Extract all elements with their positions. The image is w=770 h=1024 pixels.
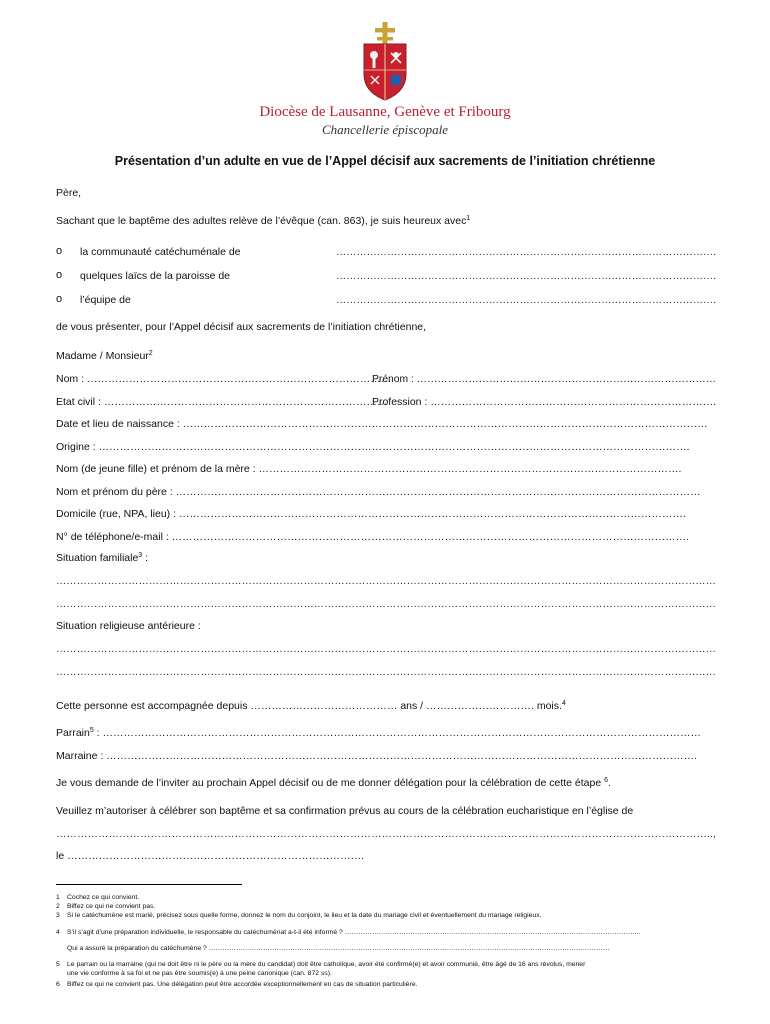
option-checkbox-equipe[interactable]: o bbox=[56, 293, 63, 305]
accompagnee-footnote-ref: 4 bbox=[561, 700, 566, 707]
situation-familiale-footnote-ref: 3 bbox=[138, 552, 143, 559]
footnote-divider bbox=[56, 884, 242, 885]
accompagnee-mois-label: mois. bbox=[536, 700, 562, 712]
madame-footnote-ref: 2 bbox=[148, 350, 153, 357]
footnote-2 bbox=[56, 902, 155, 911]
footnote-4-continued: Qui a assuré la préparation du catéchumène ? …………………………………………………………………………………………………………………………………………………………… bbox=[67, 945, 610, 952]
footnote-1 bbox=[56, 893, 139, 902]
option-label-communaute: la communauté catéchuménale de bbox=[80, 246, 241, 258]
chancellerie-subtitle: Chancellerie épiscopale bbox=[322, 122, 448, 137]
field-etat-civil[interactable]: Etat civil : ……………………………………………………………………… bbox=[56, 396, 388, 408]
parrain-footnote-ref: 5 bbox=[89, 727, 94, 734]
document-title: Présentation d’un adulte en vue de l’Appel décisif aux sacrements de l’initiation chrétienne bbox=[114, 154, 656, 168]
option-label-laics: quelques laïcs de la paroisse de bbox=[80, 270, 231, 282]
intro-line bbox=[56, 215, 470, 228]
situation-religieuse-label: Situation religieuse antérieure : bbox=[56, 620, 201, 632]
parrain-dots[interactable]: : ……………………………………………………………………………………………………………………………………………………… bbox=[93, 727, 702, 739]
situation-religieuse-field-1[interactable]: ………………………………………………………………………………………………………………………………………………………………………… bbox=[56, 643, 716, 655]
accompagnee-years-field[interactable]: …………………………………… bbox=[250, 700, 398, 712]
footnote-number: 6 bbox=[56, 981, 60, 988]
footnote-text: S’il s’agit d’une préparation individuelle, le responsable du catéchuménat a-t-il été informé ? ………………………………………………………………………………………………………………….. bbox=[67, 929, 641, 936]
footnote-3 bbox=[56, 911, 542, 920]
intro-text: Sachant que le baptême des adultes relève de l’évêque (can. 863), je suis heureux avec bbox=[56, 215, 467, 227]
situation-familiale-text: Situation familiale bbox=[56, 552, 139, 564]
situation-religieuse-field-2[interactable]: ………………………………………………………………………………………………………………………………………………………………………… bbox=[56, 666, 716, 678]
option-field-equipe[interactable]: …………………………………………………………………………………………………. bbox=[336, 294, 717, 306]
veuillez-line: Veuillez m’autoriser à célébrer son baptême et sa confirmation prévus au cours de la célébration eucharistique en l’église de bbox=[56, 805, 634, 817]
accompagnee-line bbox=[56, 700, 566, 713]
field-date-lieu-naissance[interactable]: Date et lieu de naissance : …………………………………………………………………………………………………………………………………… bbox=[56, 418, 708, 430]
situation-familiale-label bbox=[56, 552, 148, 565]
demande-end: . bbox=[608, 777, 611, 789]
footnote-number: 3 bbox=[56, 912, 60, 919]
option-field-laics[interactable]: …………………………………………………………………………………………………. bbox=[336, 270, 717, 282]
eglise-field[interactable]: …………………………………………………………………………………………………………………………………………………………………….., bbox=[56, 828, 716, 840]
footnote-number: 2 bbox=[56, 903, 60, 910]
parrain-label: Parrain bbox=[56, 727, 90, 739]
madame-monsieur-text: Madame / Monsieur bbox=[56, 350, 149, 362]
footnote-5-continued: une vie conforme à sa foi et ne pas être soumis(e) à une peine canonique (can. 872 ss). bbox=[67, 970, 332, 977]
field-nom[interactable]: Nom : …………………………………………………………………………… bbox=[56, 373, 392, 385]
option-field-communaute[interactable]: …………………………………………………………………………………………………. bbox=[336, 246, 717, 258]
intro-footnote-ref: 1 bbox=[466, 215, 471, 222]
field-nom-pere[interactable]: Nom et prénom du père : …………………………………………………………………………………………………………………………………… bbox=[56, 486, 701, 498]
footnote-text: Le parrain ou la marraine (qui ne doit être ni le père ou la mère du candidat) doit être catholique, avoir été confirmé(e) et avoir communié, être âgé de 16 ans révolus, mener bbox=[67, 961, 586, 968]
footnote-number: 1 bbox=[56, 894, 60, 901]
demande-line bbox=[56, 777, 611, 790]
field-prenom[interactable]: Prénom : …………………………………………………………………………… bbox=[372, 373, 717, 385]
situation-familiale-colon: : bbox=[142, 552, 149, 564]
date-field[interactable]: le …………………………………………………………………………. bbox=[56, 850, 365, 862]
situation-familiale-field-2[interactable]: ………………………………………………………………………………………………………………………………………………………………………… bbox=[56, 598, 716, 610]
field-telephone[interactable]: N° de téléphone/e-mail : …………………………………………………………………………………………………………………………………. bbox=[56, 531, 690, 543]
footnote-number: 4 bbox=[56, 929, 60, 936]
footnote-5 bbox=[56, 960, 585, 969]
option-checkbox-laics[interactable]: o bbox=[56, 269, 63, 281]
accompagnee-ans-label: ans / bbox=[400, 700, 424, 712]
situation-familiale-field-1[interactable]: ………………………………………………………………………………………………………………………………………………………………………… bbox=[56, 575, 716, 587]
field-parrain[interactable] bbox=[56, 727, 701, 740]
option-label-equipe: l’équipe de bbox=[80, 294, 131, 306]
madame-monsieur-line bbox=[56, 350, 153, 363]
field-domicile[interactable]: Domicile (rue, NPA, lieu) : ………………………………………………………………………………………………………………………………. bbox=[56, 508, 686, 520]
footnote-number: 5 bbox=[56, 961, 60, 968]
footnote-4 bbox=[56, 928, 641, 937]
salutation: Père, bbox=[56, 187, 82, 199]
footnote-text: Cochez ce qui convient. bbox=[67, 894, 140, 901]
diocese-crest-logo bbox=[358, 22, 412, 102]
footnote-6 bbox=[56, 980, 418, 989]
footnote-text: Biffez ce qui ne convient pas. Une délégation peut être accordée exceptionnellement en cas de situation particulière. bbox=[67, 981, 418, 988]
accompagnee-prefix: Cette personne est accompagnée depuis bbox=[56, 700, 248, 712]
diocese-name: Diocèse de Lausanne, Genève et Fribourg bbox=[259, 104, 511, 120]
field-origine[interactable]: Origine : ……………………………………………………………………………………………………………………………………………………. bbox=[56, 441, 690, 453]
accompagnee-months-field[interactable]: …………………………. bbox=[426, 700, 534, 712]
footnote-text: Si le catéchumène est marié, précisez sous quelle forme, donnez le nom du conjoint, le lieu et la date du mariage civil et éventuellement du mariage religieux. bbox=[67, 912, 542, 919]
field-marraine[interactable]: Marraine : ……………………………………………………………………………………………………………………………………………………. bbox=[56, 750, 698, 762]
field-profession[interactable]: Profession : ………………………………………………………………………. bbox=[372, 396, 717, 408]
demande-footnote-ref: 6 bbox=[604, 777, 609, 784]
footnote-text: Biffez ce qui ne convient pas. bbox=[67, 903, 156, 910]
presenter-line: de vous présenter, pour l’Appel décisif aux sacrements de l’initiation chrétienne, bbox=[56, 321, 427, 333]
demande-text: Je vous demande de l’inviter au prochain Appel décisif ou de me donner délégation pour la célébration de cette étape bbox=[56, 777, 602, 789]
field-nom-mere[interactable]: Nom (de jeune fille) et prénom de la mère : …………………………………………………………………………………………………………. bbox=[56, 463, 682, 475]
option-checkbox-communaute[interactable]: o bbox=[56, 245, 63, 257]
